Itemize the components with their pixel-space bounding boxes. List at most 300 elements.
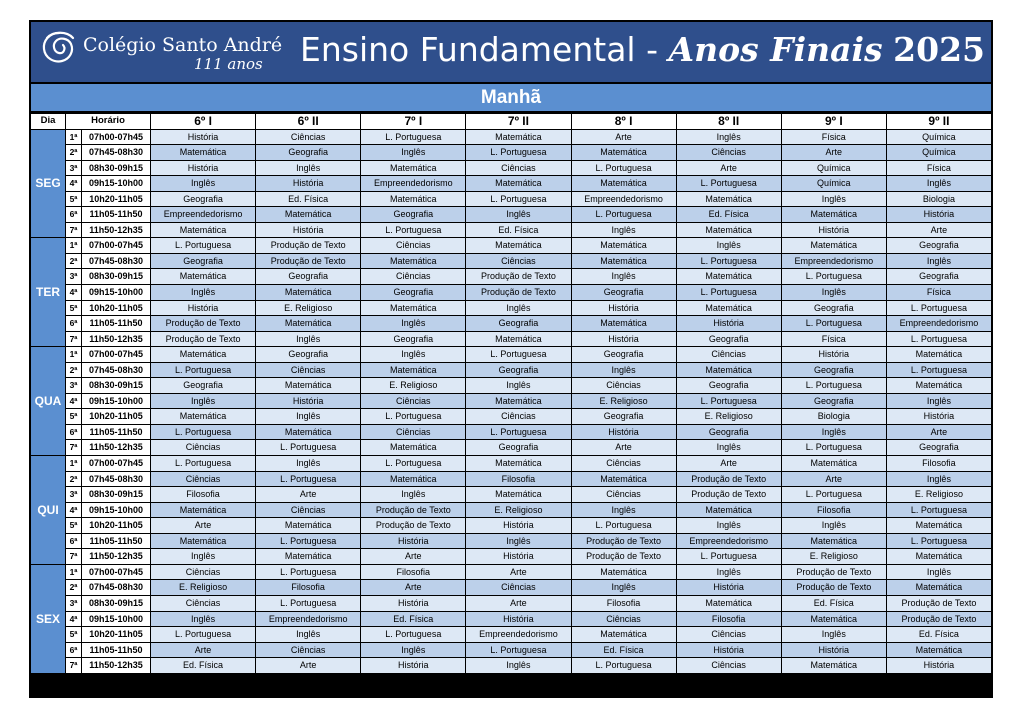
- subject-cell: Geografia: [256, 347, 360, 362]
- period-number: 4ª: [66, 503, 81, 518]
- subject-cell: Ciências: [256, 363, 360, 378]
- subject-cell: História: [782, 347, 886, 362]
- subject-cell: Ciências: [361, 394, 465, 409]
- subject-cell: Empreendedorismo: [572, 192, 676, 207]
- subject-cell: L. Portuguesa: [466, 145, 570, 160]
- subject-cell: Produção de Texto: [256, 254, 360, 269]
- subject-cell: Arte: [361, 580, 465, 595]
- column-header-class: 7º II: [466, 114, 570, 129]
- subject-cell: Matemática: [572, 316, 676, 331]
- subject-cell: Ciências: [361, 425, 465, 440]
- subject-cell: Inglês: [887, 176, 991, 191]
- subject-cell: Arte: [887, 425, 991, 440]
- subject-cell: E. Religioso: [466, 503, 570, 518]
- subject-cell: Produção de Texto: [887, 596, 991, 611]
- period-number: 3ª: [66, 378, 81, 393]
- subject-cell: Matemática: [466, 238, 570, 253]
- subject-cell: Matemática: [677, 192, 781, 207]
- subject-cell: Ed. Física: [256, 192, 360, 207]
- subject-cell: Ciências: [256, 130, 360, 145]
- column-header-class: 7º I: [361, 114, 465, 129]
- subject-cell: Inglês: [887, 565, 991, 580]
- subject-cell: Filosofia: [887, 456, 991, 471]
- subject-cell: Inglês: [361, 487, 465, 502]
- subject-cell: Filosofia: [466, 472, 570, 487]
- subject-cell: Ciências: [466, 254, 570, 269]
- period-number: 5ª: [66, 301, 81, 316]
- subject-cell: L. Portuguesa: [572, 658, 676, 673]
- day-label: TER: [31, 238, 65, 346]
- subject-cell: História: [572, 301, 676, 316]
- period-number: 2ª: [66, 580, 81, 595]
- subject-cell: L. Portuguesa: [677, 394, 781, 409]
- subject-cell: Ciências: [677, 347, 781, 362]
- subject-cell: Inglês: [677, 238, 781, 253]
- subject-cell: Inglês: [782, 518, 886, 533]
- time-slot: 07h45-08h30: [82, 580, 150, 595]
- subject-cell: História: [151, 301, 255, 316]
- subject-cell: Matemática: [572, 145, 676, 160]
- subject-cell: Matemática: [256, 316, 360, 331]
- subject-cell: L. Portuguesa: [466, 347, 570, 362]
- subject-cell: Inglês: [151, 394, 255, 409]
- subject-cell: E. Religioso: [677, 409, 781, 424]
- time-slot: 09h15-10h00: [82, 285, 150, 300]
- subject-cell: Arte: [572, 130, 676, 145]
- period-number: 2ª: [66, 363, 81, 378]
- subject-cell: Inglês: [572, 363, 676, 378]
- subject-cell: E. Religioso: [572, 394, 676, 409]
- subject-cell: Inglês: [466, 658, 570, 673]
- period-number: 1ª: [66, 130, 81, 145]
- period-number: 1ª: [66, 456, 81, 471]
- subject-cell: Matemática: [466, 456, 570, 471]
- subject-cell: Matemática: [256, 285, 360, 300]
- period-number: 6ª: [66, 534, 81, 549]
- subject-cell: Filosofia: [572, 596, 676, 611]
- footer-bar: [31, 676, 991, 696]
- subject-cell: L. Portuguesa: [256, 440, 360, 455]
- subject-cell: História: [466, 612, 570, 627]
- subject-cell: Inglês: [887, 254, 991, 269]
- subject-cell: Física: [887, 285, 991, 300]
- subject-cell: Matemática: [782, 238, 886, 253]
- time-slot: 09h15-10h00: [82, 394, 150, 409]
- subject-cell: História: [887, 658, 991, 673]
- period-number: 7ª: [66, 440, 81, 455]
- subject-cell: Química: [887, 145, 991, 160]
- subject-cell: História: [361, 534, 465, 549]
- time-slot: 10h20-11h05: [82, 518, 150, 533]
- period-number: 7ª: [66, 332, 81, 347]
- subject-cell: História: [256, 394, 360, 409]
- subject-cell: L. Portuguesa: [782, 316, 886, 331]
- subject-cell: Filosofia: [151, 487, 255, 502]
- subject-cell: Ciências: [572, 487, 676, 502]
- subject-cell: Inglês: [151, 549, 255, 564]
- time-slot: 11h05-11h50: [82, 534, 150, 549]
- subject-cell: Ciências: [361, 238, 465, 253]
- time-slot: 10h20-11h05: [82, 301, 150, 316]
- period-number: 7ª: [66, 549, 81, 564]
- time-slot: 07h45-08h30: [82, 254, 150, 269]
- subject-cell: Empreendedorismo: [677, 534, 781, 549]
- period-number: 3ª: [66, 161, 81, 176]
- school-years: 111 anos: [194, 55, 263, 73]
- column-header-day: Dia: [31, 114, 65, 129]
- schedule-sheet: [29, 20, 993, 698]
- subject-cell: Matemática: [782, 456, 886, 471]
- time-slot: 11h05-11h50: [82, 643, 150, 658]
- subject-cell: Matemática: [151, 534, 255, 549]
- subject-cell: Química: [782, 161, 886, 176]
- subject-cell: Ciências: [466, 409, 570, 424]
- subject-cell: História: [361, 596, 465, 611]
- subject-cell: Filosofia: [677, 612, 781, 627]
- time-slot: 07h45-08h30: [82, 363, 150, 378]
- subject-cell: Produção de Texto: [361, 518, 465, 533]
- column-header-class: 6º II: [256, 114, 360, 129]
- subject-cell: Arte: [887, 223, 991, 238]
- subject-cell: Matemática: [572, 176, 676, 191]
- subject-cell: Matemática: [572, 627, 676, 642]
- subject-cell: Ed. Física: [361, 612, 465, 627]
- subject-cell: Geografia: [887, 440, 991, 455]
- subject-cell: Geografia: [887, 269, 991, 284]
- subject-cell: Filosofia: [256, 580, 360, 595]
- subject-cell: L. Portuguesa: [256, 565, 360, 580]
- period-number: 4ª: [66, 394, 81, 409]
- subject-cell: Matemática: [572, 472, 676, 487]
- subject-cell: L. Portuguesa: [782, 269, 886, 284]
- subject-cell: História: [256, 223, 360, 238]
- subject-cell: Empreendedorismo: [887, 316, 991, 331]
- subject-cell: Inglês: [677, 440, 781, 455]
- subject-cell: Matemática: [887, 643, 991, 658]
- subject-cell: Arte: [361, 549, 465, 564]
- subject-cell: Produção de Texto: [887, 612, 991, 627]
- timetable: [31, 114, 991, 673]
- subject-cell: Matemática: [677, 301, 781, 316]
- period-number: 1ª: [66, 347, 81, 362]
- subject-cell: História: [151, 161, 255, 176]
- subject-cell: Matemática: [256, 207, 360, 222]
- subject-cell: Inglês: [466, 378, 570, 393]
- subject-cell: Matemática: [887, 518, 991, 533]
- time-slot: 10h20-11h05: [82, 409, 150, 424]
- subject-cell: Matemática: [466, 332, 570, 347]
- subject-cell: Matemática: [677, 269, 781, 284]
- subject-cell: L. Portuguesa: [466, 643, 570, 658]
- column-header-class: 8º I: [572, 114, 676, 129]
- period-number: 3ª: [66, 596, 81, 611]
- subject-cell: Inglês: [677, 130, 781, 145]
- subject-cell: Inglês: [466, 301, 570, 316]
- subject-cell: E. Religioso: [887, 487, 991, 502]
- period-number: 4ª: [66, 176, 81, 191]
- subject-cell: Ciências: [677, 145, 781, 160]
- time-slot: 11h05-11h50: [82, 316, 150, 331]
- subject-cell: Geografia: [361, 207, 465, 222]
- time-slot: 11h50-12h35: [82, 332, 150, 347]
- subject-cell: Física: [782, 130, 886, 145]
- subject-cell: Matemática: [466, 487, 570, 502]
- time-slot: 07h00-07h45: [82, 565, 150, 580]
- subject-cell: Produção de Texto: [466, 285, 570, 300]
- time-slot: 11h05-11h50: [82, 207, 150, 222]
- subject-cell: L. Portuguesa: [361, 409, 465, 424]
- subject-cell: Ciências: [151, 596, 255, 611]
- time-slot: 10h20-11h05: [82, 627, 150, 642]
- subject-cell: Matemática: [256, 425, 360, 440]
- subject-cell: Ed. Física: [151, 658, 255, 673]
- subject-cell: Matemática: [887, 378, 991, 393]
- time-slot: 07h00-07h45: [82, 130, 150, 145]
- subject-cell: Inglês: [887, 394, 991, 409]
- subject-cell: L. Portuguesa: [466, 425, 570, 440]
- period-number: 2ª: [66, 472, 81, 487]
- subject-cell: Geografia: [572, 409, 676, 424]
- subject-cell: L. Portuguesa: [466, 192, 570, 207]
- period-number: 4ª: [66, 612, 81, 627]
- subject-cell: Matemática: [151, 145, 255, 160]
- subject-cell: Produção de Texto: [466, 269, 570, 284]
- subject-cell: Matemática: [572, 565, 676, 580]
- subject-cell: Matemática: [782, 612, 886, 627]
- day-label: SEG: [31, 130, 65, 238]
- day-label: QUA: [31, 347, 65, 455]
- subject-cell: L. Portuguesa: [151, 456, 255, 471]
- subject-cell: Arte: [782, 472, 886, 487]
- time-slot: 08h30-09h15: [82, 487, 150, 502]
- subject-cell: L. Portuguesa: [256, 472, 360, 487]
- subject-cell: Geografia: [466, 363, 570, 378]
- time-slot: 08h30-09h15: [82, 378, 150, 393]
- subject-cell: Matemática: [151, 409, 255, 424]
- time-slot: 11h50-12h35: [82, 658, 150, 673]
- subject-cell: Matemática: [887, 549, 991, 564]
- time-slot: 07h45-08h30: [82, 145, 150, 160]
- subject-cell: Arte: [677, 456, 781, 471]
- subject-cell: Inglês: [572, 503, 676, 518]
- subject-cell: Produção de Texto: [151, 316, 255, 331]
- subject-cell: L. Portuguesa: [677, 285, 781, 300]
- subject-cell: Geografia: [466, 440, 570, 455]
- subject-cell: História: [782, 643, 886, 658]
- subject-cell: Arte: [466, 565, 570, 580]
- subject-cell: Inglês: [782, 425, 886, 440]
- subject-cell: E. Religioso: [782, 549, 886, 564]
- period-number: 3ª: [66, 269, 81, 284]
- subject-cell: Matemática: [151, 503, 255, 518]
- time-slot: 07h45-08h30: [82, 472, 150, 487]
- subject-cell: Matemática: [572, 254, 676, 269]
- subject-cell: L. Portuguesa: [782, 487, 886, 502]
- subject-cell: Geografia: [361, 332, 465, 347]
- time-slot: 07h00-07h45: [82, 456, 150, 471]
- subject-cell: Ciências: [151, 440, 255, 455]
- subject-cell: História: [887, 409, 991, 424]
- time-slot: 07h00-07h45: [82, 347, 150, 362]
- subject-cell: Filosofia: [782, 503, 886, 518]
- subject-cell: Matemática: [151, 269, 255, 284]
- subject-cell: Produção de Texto: [782, 565, 886, 580]
- subject-cell: L. Portuguesa: [572, 518, 676, 533]
- subject-cell: Arte: [782, 145, 886, 160]
- subject-cell: L. Portuguesa: [572, 207, 676, 222]
- subject-cell: Produção de Texto: [572, 534, 676, 549]
- subject-cell: Geografia: [887, 238, 991, 253]
- subject-cell: Geografia: [361, 285, 465, 300]
- subject-cell: E. Religioso: [256, 301, 360, 316]
- subject-cell: Inglês: [887, 472, 991, 487]
- subject-cell: Matemática: [361, 472, 465, 487]
- column-header-time: Horário: [66, 114, 150, 129]
- subject-cell: Matemática: [361, 254, 465, 269]
- subject-cell: L. Portuguesa: [572, 161, 676, 176]
- day-label: SEX: [31, 565, 65, 673]
- subject-cell: Matemática: [256, 549, 360, 564]
- subject-cell: L. Portuguesa: [256, 596, 360, 611]
- subject-cell: História: [572, 425, 676, 440]
- subject-cell: História: [256, 176, 360, 191]
- subject-cell: Inglês: [677, 565, 781, 580]
- subject-cell: Matemática: [256, 518, 360, 533]
- subject-cell: L. Portuguesa: [782, 378, 886, 393]
- subject-cell: Geografia: [151, 254, 255, 269]
- subject-cell: Inglês: [256, 409, 360, 424]
- subject-cell: Inglês: [361, 347, 465, 362]
- subject-cell: Inglês: [151, 285, 255, 300]
- subject-cell: História: [677, 316, 781, 331]
- subject-cell: Inglês: [256, 627, 360, 642]
- subject-cell: Matemática: [677, 596, 781, 611]
- subject-cell: L. Portuguesa: [782, 440, 886, 455]
- subject-cell: História: [572, 332, 676, 347]
- subject-cell: Ciências: [677, 658, 781, 673]
- subject-cell: Inglês: [466, 534, 570, 549]
- subject-cell: Arte: [151, 518, 255, 533]
- subject-cell: Ciências: [466, 161, 570, 176]
- subject-cell: Matemática: [782, 207, 886, 222]
- subject-cell: Ciências: [677, 627, 781, 642]
- subject-cell: Arte: [256, 487, 360, 502]
- subject-cell: Inglês: [572, 580, 676, 595]
- subject-cell: Geografia: [466, 316, 570, 331]
- subject-cell: Produção de Texto: [782, 580, 886, 595]
- subject-cell: Inglês: [466, 207, 570, 222]
- subject-cell: Empreendedorismo: [256, 612, 360, 627]
- subject-cell: Produção de Texto: [572, 549, 676, 564]
- period-number: 7ª: [66, 223, 81, 238]
- subject-cell: Filosofia: [361, 565, 465, 580]
- subject-cell: L. Portuguesa: [887, 534, 991, 549]
- subject-cell: Geografia: [782, 301, 886, 316]
- subject-cell: Empreendedorismo: [151, 207, 255, 222]
- title-accent: Anos Finais: [668, 30, 883, 69]
- subject-cell: História: [361, 658, 465, 673]
- subject-cell: Geografia: [572, 347, 676, 362]
- school-name: Colégio Santo André: [83, 34, 283, 56]
- title-year: 2025: [893, 30, 985, 69]
- subject-cell: Geografia: [572, 285, 676, 300]
- period-number: 3ª: [66, 487, 81, 502]
- time-slot: 08h30-09h15: [82, 269, 150, 284]
- subject-cell: Matemática: [782, 658, 886, 673]
- period-number: 7ª: [66, 658, 81, 673]
- subject-cell: L. Portuguesa: [361, 627, 465, 642]
- subject-cell: Produção de Texto: [677, 472, 781, 487]
- period-number: 1ª: [66, 565, 81, 580]
- subject-cell: História: [466, 549, 570, 564]
- subject-cell: Geografia: [151, 192, 255, 207]
- subject-cell: Empreendedorismo: [782, 254, 886, 269]
- subject-cell: Inglês: [151, 176, 255, 191]
- subject-cell: Geografia: [256, 145, 360, 160]
- time-slot: 09h15-10h00: [82, 176, 150, 191]
- subject-cell: Geografia: [782, 394, 886, 409]
- subject-cell: Matemática: [361, 192, 465, 207]
- period-number: 2ª: [66, 145, 81, 160]
- subject-cell: Geografia: [256, 269, 360, 284]
- subject-cell: Empreendedorismo: [361, 176, 465, 191]
- subject-cell: Matemática: [151, 347, 255, 362]
- subject-cell: Arte: [572, 440, 676, 455]
- subject-cell: Geografia: [677, 425, 781, 440]
- time-slot: 09h15-10h00: [82, 612, 150, 627]
- subject-cell: Matemática: [677, 223, 781, 238]
- period-number: 2ª: [66, 254, 81, 269]
- subject-cell: Inglês: [361, 316, 465, 331]
- subject-cell: Matemática: [466, 394, 570, 409]
- subject-cell: Física: [887, 161, 991, 176]
- subject-cell: Matemática: [677, 503, 781, 518]
- subject-cell: L. Portuguesa: [256, 534, 360, 549]
- subject-cell: Matemática: [361, 363, 465, 378]
- subject-cell: Inglês: [782, 627, 886, 642]
- subject-cell: Arte: [256, 658, 360, 673]
- subject-cell: L. Portuguesa: [151, 363, 255, 378]
- period-number: 6ª: [66, 316, 81, 331]
- time-slot: 10h20-11h05: [82, 192, 150, 207]
- time-slot: 07h00-07h45: [82, 238, 150, 253]
- subject-cell: Ciências: [256, 643, 360, 658]
- subject-cell: Inglês: [782, 285, 886, 300]
- subject-cell: L. Portuguesa: [677, 254, 781, 269]
- subject-cell: História: [782, 223, 886, 238]
- page-header: [31, 22, 991, 82]
- subject-cell: Matemática: [256, 378, 360, 393]
- subject-cell: L. Portuguesa: [887, 503, 991, 518]
- subject-cell: Geografia: [151, 378, 255, 393]
- subject-cell: Inglês: [361, 145, 465, 160]
- subject-cell: Matemática: [572, 238, 676, 253]
- subject-cell: Física: [782, 332, 886, 347]
- time-slot: 11h50-12h35: [82, 440, 150, 455]
- day-label: QUI: [31, 456, 65, 564]
- subject-cell: Produção de Texto: [151, 332, 255, 347]
- subject-cell: Inglês: [256, 161, 360, 176]
- subject-cell: Ed. Física: [466, 223, 570, 238]
- subject-cell: História: [887, 207, 991, 222]
- subject-cell: Biologia: [782, 409, 886, 424]
- subject-cell: Geografia: [677, 332, 781, 347]
- subject-cell: Inglês: [151, 612, 255, 627]
- subject-cell: Ciências: [572, 378, 676, 393]
- subject-cell: Ciências: [151, 472, 255, 487]
- subject-cell: Ciências: [572, 456, 676, 471]
- subject-cell: História: [466, 518, 570, 533]
